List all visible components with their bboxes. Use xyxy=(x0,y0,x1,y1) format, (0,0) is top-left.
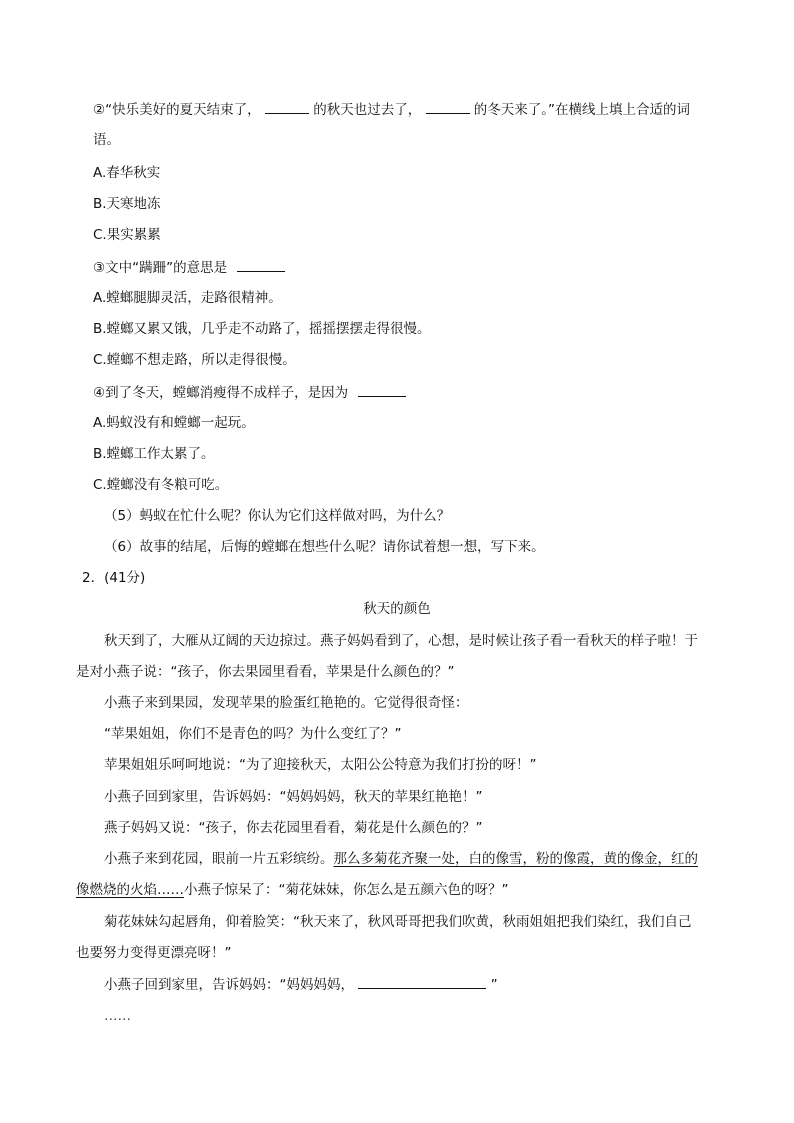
paragraph-1-line-2: 是对小燕子说：“孩子，你去果园里看看，苹果是什么颜色的？” xyxy=(76,664,455,680)
q2-option-c: C.果实累累 xyxy=(93,227,161,243)
q3-option-a: A.螳螂腿脚灵活，走路很精神。 xyxy=(93,290,282,306)
story-title: 秋天的颜色 xyxy=(363,601,431,617)
question-4-stem xyxy=(93,382,406,403)
paragraph-5: 小燕子回到家里，告诉妈妈：“妈妈妈妈，秋天的苹果红艳艳！” xyxy=(104,789,483,805)
q3-option-c: C.螳螂不想走路，所以走得很慢。 xyxy=(93,352,296,368)
question-3-stem xyxy=(93,257,285,278)
p7-underlined-part-2: 像燃烧的火焰 xyxy=(76,882,157,898)
q4-option-c: C.螳螂没有冬粮可吃。 xyxy=(93,477,229,493)
answer-blank xyxy=(358,974,486,989)
q2-prefix: ②“快乐美好的夏天结束了， xyxy=(93,102,261,118)
p9-prefix: 小燕子回到家里，告诉妈妈：“妈妈妈妈， xyxy=(104,977,354,993)
p7-underlined-part-1: 那么多菊花齐聚一处，白的像雪，粉的像霞，黄的像金，红的 xyxy=(333,851,698,867)
q4-option-a: A.蚂蚁没有和螳螂一起玩。 xyxy=(93,415,255,431)
paragraph-9 xyxy=(104,974,498,995)
paragraph-1-line-1: 秋天到了，大雁从辽阔的天边掠过。燕子妈妈看到了，心想，是时候让孩子看一看秋天的样子啦！于 xyxy=(104,633,698,649)
question-6: （6）故事的结尾，后悔的螳螂在想些什么呢？请你试着想一想，写下来。 xyxy=(104,539,545,555)
q2-option-a: A.春华秋实 xyxy=(93,165,161,181)
section-2-header: 2．(41分) xyxy=(82,570,146,586)
paragraph-7-line-2 xyxy=(76,880,509,900)
answer-blank xyxy=(358,382,406,397)
paragraph-2: 小燕子来到果园，发现苹果的脸蛋红艳艳的。它觉得很奇怪： xyxy=(104,695,469,711)
paragraph-8-line-1: 菊花妹妹勾起唇角，仰着脸笑：“秋天来了，秋风哥哥把我们吹黄，秋雨姐姐把我们染红，我们自己 xyxy=(104,914,692,930)
answer-blank xyxy=(426,99,470,114)
q3-stem: ③文中“蹒跚”的意思是 xyxy=(93,260,228,276)
paragraph-8-line-2: 也要努力变得更漂亮呀！” xyxy=(76,945,232,961)
q2-suffix: 的冬天来了。”在横线上填上合适的词 xyxy=(473,102,691,118)
question-5: （5）蚂蚁在忙什么呢？你认为它们这样做对吗，为什么？ xyxy=(104,508,451,524)
q4-stem: ④到了冬天，螳螂消瘦得不成样子，是因为 xyxy=(93,385,349,401)
p7-rest: 小燕子惊呆了：“菊花妹妹，你怎么是五颜六色的呀？” xyxy=(184,882,509,898)
q4-option-b: B.螳螂工作太累了。 xyxy=(93,446,215,462)
answer-blank xyxy=(237,257,285,272)
paragraph-6: 燕子妈妈又说：“孩子，你去花园里看看，菊花是什么颜色的？” xyxy=(104,820,483,836)
p7-plain: 小燕子来到花园，眼前一片五彩缤纷。 xyxy=(104,851,334,867)
paragraph-4: 苹果姐姐乐呵呵地说：“为了迎接秋天，太阳公公特意为我们打扮的呀！” xyxy=(104,757,537,773)
q3-option-b: B.螳螂又累又饿，几乎走不动路了，摇摇摆摆走得很慢。 xyxy=(93,321,431,337)
q2-option-b: B.天寒地冻 xyxy=(93,196,161,212)
question-2-stem xyxy=(93,99,723,120)
p9-suffix: ” xyxy=(490,977,498,993)
q2-wrap: 语。 xyxy=(93,132,120,148)
paragraph-7-line-1 xyxy=(104,849,698,869)
q2-mid: 的秋天也过去了， xyxy=(313,102,422,118)
answer-blank xyxy=(265,99,309,114)
paragraph-3: “苹果姐姐，你们不是青色的吗？为什么变红了？” xyxy=(104,726,402,742)
ending-ellipsis: …… xyxy=(104,1008,131,1024)
p7-ellipsis: …… xyxy=(157,882,184,898)
